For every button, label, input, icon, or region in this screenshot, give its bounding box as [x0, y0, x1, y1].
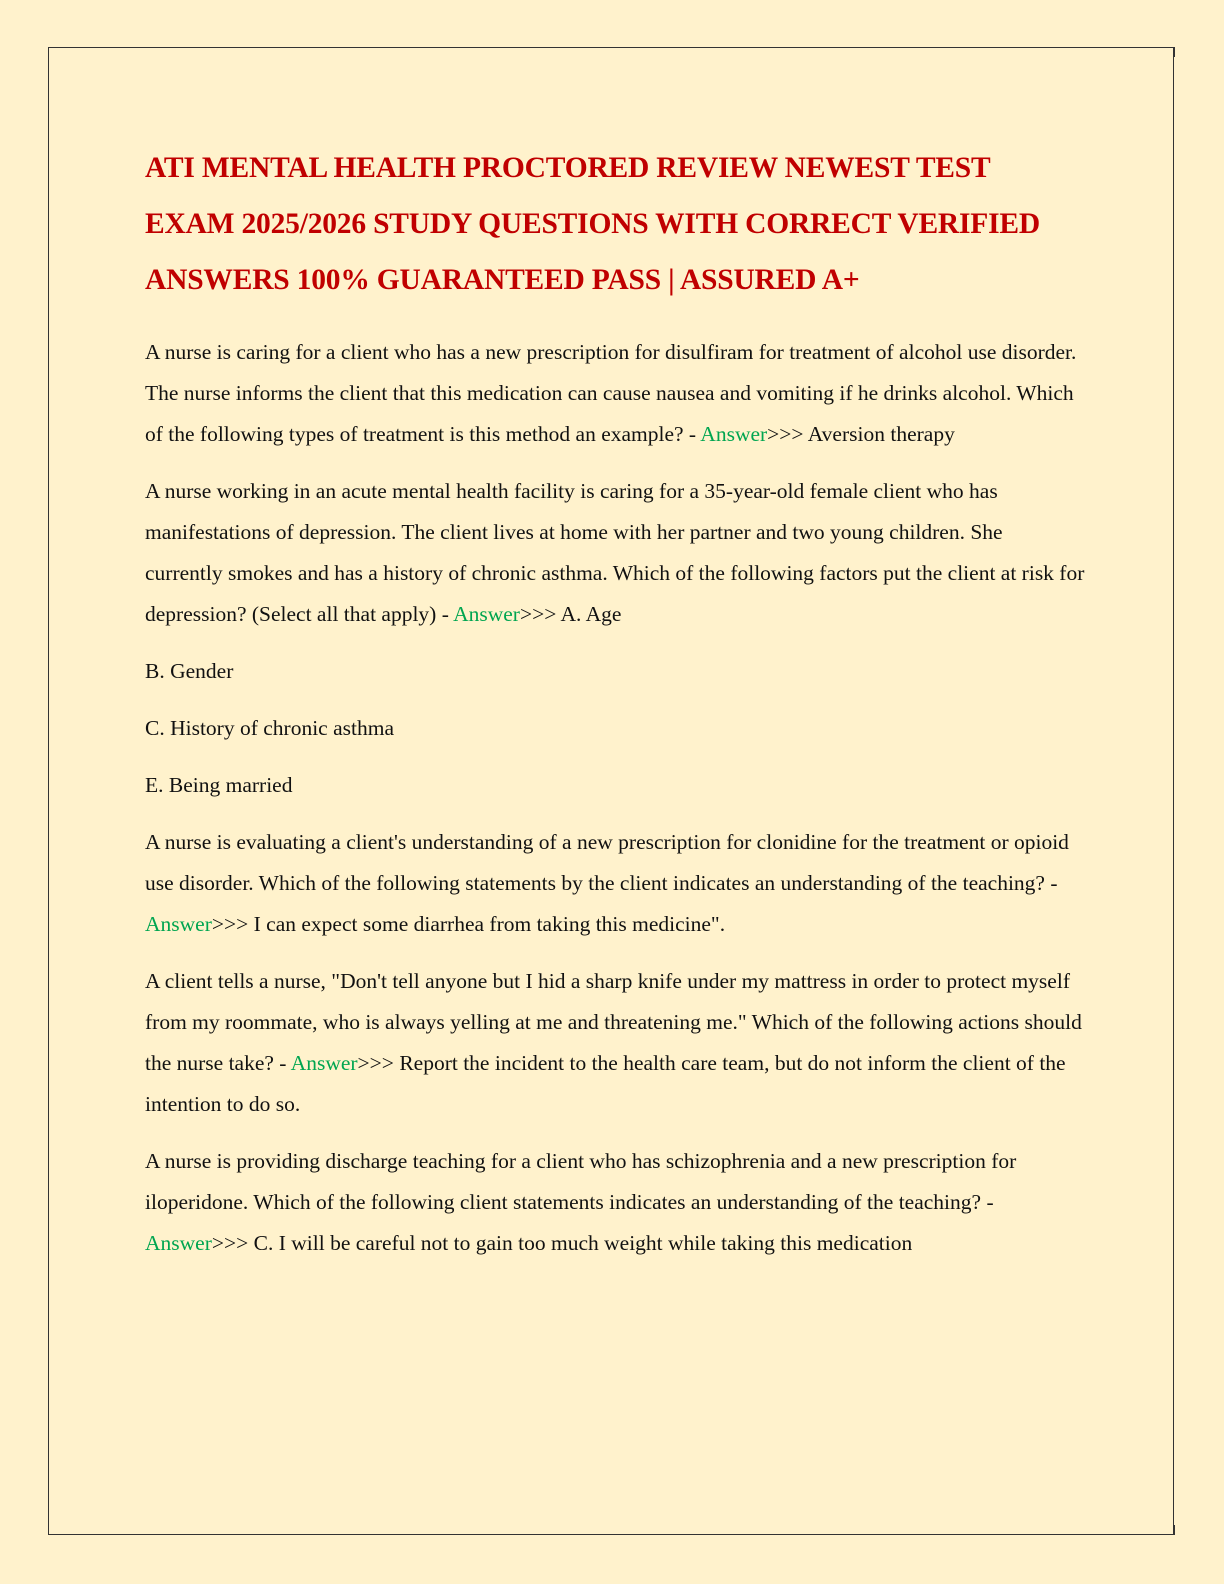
answer-label: Answer	[145, 1231, 212, 1255]
page-border-tick-top	[1174, 47, 1175, 57]
question-block-5	[145, 1141, 1085, 1264]
answer-marker: >>>	[211, 1231, 254, 1255]
question-text: A nurse is providing discharge teaching for a client who has schizophrenia and a new prescription for iloperidone. Which of the following client statements indicates an understanding of the teaching? -	[145, 1149, 1017, 1214]
answer-text: Aversion therapy	[807, 422, 955, 446]
answer-marker: >>>	[357, 1051, 400, 1075]
answer-option: E. Being married	[145, 773, 293, 797]
answer-label: Answer	[145, 912, 212, 936]
question-block-2	[145, 471, 1085, 635]
document-title: ATI MENTAL HEALTH PROCTORED REVIEW NEWEST TEST EXAM 2025/2026 STUDY QUESTIONS WITH CORRECT VERIFIED ANSWERS 100% GUARANTEED PASS | ASSURED A+	[145, 152, 1040, 296]
question-text: A nurse is evaluating a client's understanding of a new prescription for clonidine for the treatment or opioid use disorder. Which of the following statements by the client indicates an understanding of the teaching? -	[145, 830, 1069, 895]
question-block-3	[145, 822, 1085, 945]
question-text: A client tells a nurse, "Don't tell anyone but I hid a sharp knife under my mattress in order to protect myself from my roommate, who is always yelling at me and threatening me." Which of the following actions should the nurse take? -	[145, 969, 1082, 1075]
answer-option: C. History of chronic asthma	[145, 716, 394, 740]
question-text: A nurse working in an acute mental health facility is caring for a 35-year-old female client who has manifestations of depression. The client lives at home with her partner and two young children. She currently smokes and has a history of chronic asthma. Which of the following factors put the client at risk for depression? (Select all that apply) -	[145, 479, 1085, 626]
question-block-1	[145, 332, 1085, 455]
answer-text: Report the incident to the health care team, but do not inform the client of the intention to do so.	[145, 1051, 1066, 1116]
question-text: A nurse is caring for a client who has a new prescription for disulfiram for treatment of alcohol use disorder. The nurse informs the client that this medication can cause nausea and vomiting if he drinks alcohol. Which of the following types of treatment is this method an example? -	[145, 340, 1077, 446]
page-border-tick-bottom	[1174, 1525, 1175, 1535]
answer-label: Answer	[290, 1051, 358, 1075]
answer-label: Answer	[700, 422, 768, 446]
answer-text: A. Age	[560, 602, 622, 626]
answer-marker: >>>	[519, 602, 561, 626]
answer-text: C. I will be careful not to gain too much weight while taking this medication	[253, 1231, 913, 1255]
document-body	[145, 140, 1085, 1280]
answer-label: Answer	[453, 602, 520, 626]
answer-marker: >>>	[211, 912, 254, 936]
answer-text: I can expect some diarrhea from taking this medicine".	[253, 912, 726, 936]
question-block-4	[145, 961, 1085, 1125]
answer-option: B. Gender	[145, 659, 234, 683]
answer-marker: >>>	[767, 422, 808, 446]
